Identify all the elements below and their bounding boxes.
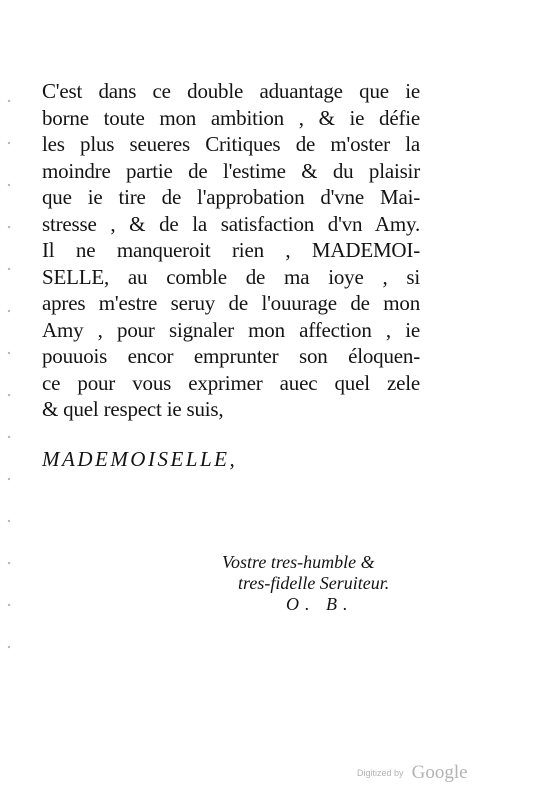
body-line: & quel respect ie suis,	[42, 397, 224, 421]
body-line: Il ne manqueroit rien , MADEMOI-	[42, 238, 420, 262]
digitization-watermark	[357, 762, 468, 784]
closing-line: Vostre tres-humble &	[222, 552, 375, 572]
body-line: C'est dans ce double aduantage que ie	[42, 79, 420, 103]
closing-line: tres-fidelle Seruiteur.	[238, 573, 390, 593]
watermark-brand: Google	[411, 762, 468, 783]
margin-dots-decoration	[6, 80, 12, 680]
closing-signature	[222, 552, 422, 615]
body-line: stresse , & de la satisfaction d'vn Amy.	[42, 211, 420, 236]
body-line: SELLE, au comble de ma ioye , si	[42, 264, 420, 289]
letter-body	[42, 78, 420, 423]
watermark-prefix: Digitized by	[357, 768, 404, 778]
body-line: pouuois encor emprunter son éloquen-	[42, 344, 420, 368]
signature-initials: O. B.	[286, 594, 354, 614]
salutation: MADEMOISELLE,	[42, 447, 238, 471]
body-line: moindre partie de l'estime & du plaisir	[42, 158, 420, 183]
body-line: les plus seueres Critiques de m'oster la	[42, 132, 420, 156]
body-line: ce pour vous exprimer auec quel zele	[42, 370, 420, 395]
body-line: que ie tire de l'approbation d'vne Mai-	[42, 185, 420, 209]
body-line: Amy , pour signaler mon affection , ie	[42, 317, 420, 342]
body-line: apres m'estre seruy de l'ouurage de mon	[42, 291, 420, 315]
body-line: borne toute mon ambition , & ie défie	[42, 105, 420, 130]
